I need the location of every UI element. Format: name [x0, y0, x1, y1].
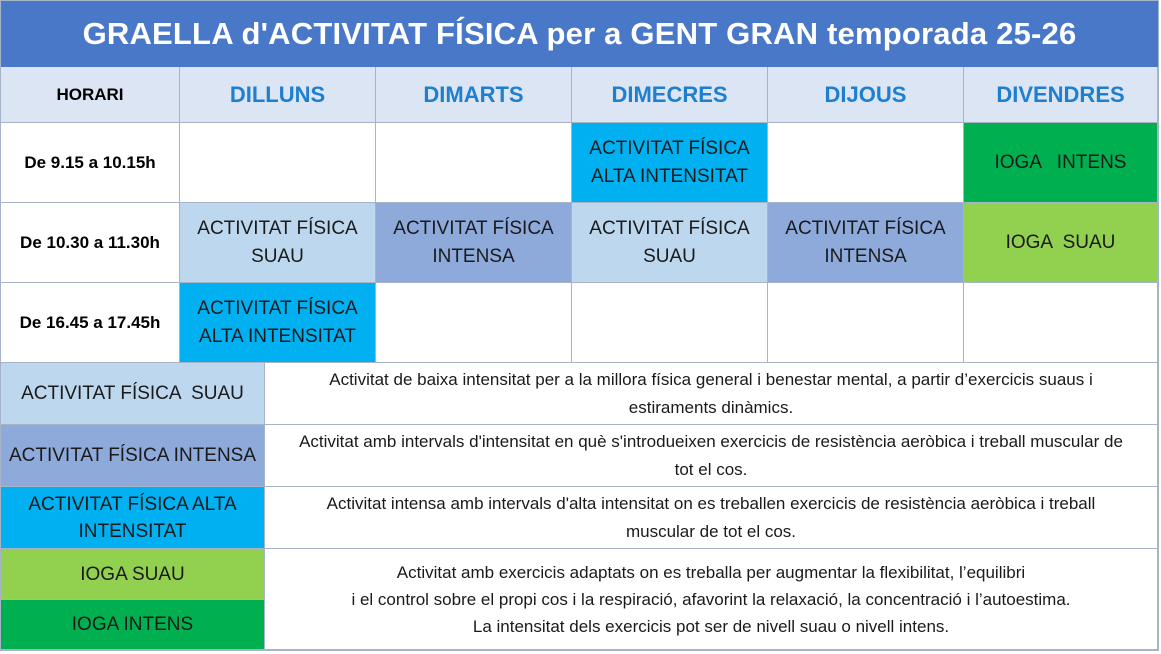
schedule-cell	[964, 283, 1158, 363]
legend-label: ACTIVITAT FÍSICA SUAU	[21, 383, 244, 404]
header-horari: HORARI	[1, 67, 180, 123]
header-day-dijous: DIJOUS	[768, 67, 964, 123]
legend-label: IOGA INTENS	[71, 614, 194, 635]
schedule-cell	[180, 123, 376, 203]
activity-label: ACTIVITAT FÍSICA INTENSA	[785, 217, 946, 267]
header-day-dimarts: DIMARTS	[376, 67, 572, 123]
schedule-cell	[572, 283, 768, 363]
schedule-cell	[768, 203, 964, 283]
legend-name	[1, 487, 265, 549]
legend-name	[1, 600, 265, 650]
schedule-cell	[964, 123, 1158, 203]
activity-label: ACTIVITAT FÍSICA INTENSA	[393, 217, 554, 267]
activity-label: ACTIVITAT FÍSICA ALTA INTENSITAT	[197, 297, 358, 347]
legend-name	[1, 363, 265, 425]
schedule-cell	[572, 203, 768, 283]
legend-name	[1, 549, 265, 600]
schedule-cell	[180, 283, 376, 363]
schedule-cell	[964, 203, 1158, 283]
activity-label: ACTIVITAT FÍSICA ALTA INTENSITAT	[589, 137, 750, 187]
legend-description	[265, 549, 1158, 650]
activity-label: IOGA SUAU	[1005, 231, 1116, 253]
schedule-cell	[376, 283, 572, 363]
schedule-cell	[768, 123, 964, 203]
header-day-divendres: DIVENDRES	[964, 67, 1158, 123]
legend-description	[265, 487, 1158, 549]
activity-label: ACTIVITAT FÍSICA SUAU	[197, 217, 358, 267]
header-day-dimecres: DIMECRES	[572, 67, 768, 123]
schedule-cell	[376, 123, 572, 203]
legend-label: IOGA SUAU	[80, 563, 185, 585]
schedule-cell	[376, 203, 572, 283]
schedule-cell	[768, 283, 964, 363]
legend-description	[265, 425, 1158, 487]
legend-label: ACTIVITAT FÍSICA INTENSA	[8, 445, 257, 466]
activity-label: ACTIVITAT FÍSICA SUAU	[589, 217, 750, 267]
header-day-dilluns: DILLUNS	[180, 67, 376, 123]
legend-name	[1, 425, 265, 487]
activity-label: IOGA INTENS	[994, 151, 1127, 173]
time-slot: De 16.45 a 17.45h	[1, 283, 180, 363]
page-title: GRAELLA d'ACTIVITAT FÍSICA per a GENT GRAN temporada 25-26	[1, 1, 1158, 67]
time-slot: De 10.30 a 11.30h	[1, 203, 180, 283]
legend-description-text: Activitat intensa amb intervals d'alta intensitat on es treballen exercicis de resistència aeròbica i treball muscular de tot el cos.	[326, 493, 1096, 541]
legend-description	[265, 363, 1158, 425]
legend-description-text: Activitat de baixa intensitat per a la millora física general i benestar mental, a partir d’exercicis suaus i estiraments dinàmics.	[329, 369, 1093, 417]
legend-description-text: Activitat amb exercicis adaptats on es treballa per augmentar la flexibilitat, l’equilibri i el control sobre el propi cos i la respiració, afavorint la relaxació, la concentració i l’autoestima. La intensitat dels exercicis pot ser de nivell suau o nivell intens.	[351, 562, 1071, 636]
legend-label: ACTIVITAT FÍSICA ALTA INTENSITAT	[28, 493, 237, 542]
schedule-cell	[180, 203, 376, 283]
time-slot: De 9.15 a 10.15h	[1, 123, 180, 203]
schedule-cell	[572, 123, 768, 203]
legend-description-text: Activitat amb intervals d'intensitat en què s'introdueixen exercicis de resistència aeròbica i treball muscular de tot el cos.	[299, 431, 1123, 479]
